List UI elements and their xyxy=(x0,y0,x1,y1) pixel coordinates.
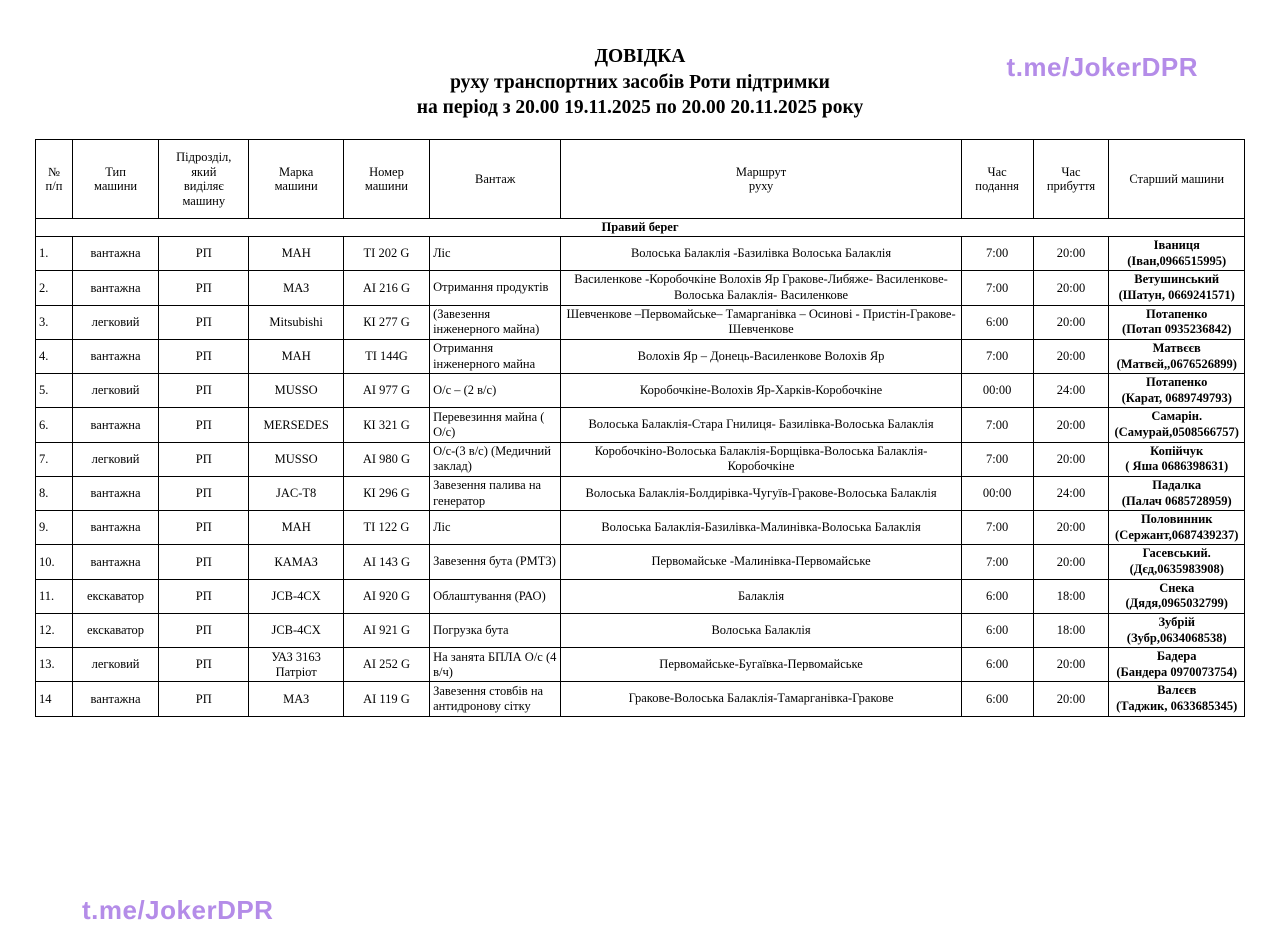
chief-callsign: (Палач 0685728959) xyxy=(1121,493,1232,508)
cell-arrive: 18:00 xyxy=(1033,613,1109,647)
header-route xyxy=(561,140,961,219)
cell-unit: РП xyxy=(159,305,249,339)
cell-brand: MAH xyxy=(249,339,343,373)
cell-number: АІ 977 G xyxy=(343,374,429,408)
cell-unit: РП xyxy=(159,237,249,271)
cell-depart: 00:00 xyxy=(961,476,1033,510)
cell-cargo: Отримання інженерного майна xyxy=(430,339,561,373)
cell-chief xyxy=(1109,271,1245,305)
cell-brand: МАЗ xyxy=(249,682,343,716)
table-row xyxy=(36,476,1245,510)
chief-name: Потапенко xyxy=(1146,306,1208,321)
chief-name: Ветушинський xyxy=(1134,272,1220,287)
cell-number: АІ 921 G xyxy=(343,613,429,647)
cell-unit: РП xyxy=(159,682,249,716)
header-num-line2: п/п xyxy=(45,179,63,194)
cell-brand: JCB-4CX xyxy=(249,579,343,613)
cell-number: КІ 296 G xyxy=(343,476,429,510)
cell-cargo: Завезення стовбів на антидронову сітку xyxy=(430,682,561,716)
cell-type: вантажна xyxy=(72,271,158,305)
cell-brand: JCB-4CX xyxy=(249,613,343,647)
chief-callsign: (Іван,0966515995) xyxy=(1127,253,1227,268)
cell-number: АІ 119 G xyxy=(343,682,429,716)
chief-name: Копійчук xyxy=(1150,443,1204,458)
cell-cargo: На занята БПЛА О/с (4 в/ч) xyxy=(430,648,561,682)
cell-brand: Mitsubishi xyxy=(249,305,343,339)
cell-arrive: 20:00 xyxy=(1033,271,1109,305)
cell-depart: 6:00 xyxy=(961,648,1033,682)
cell-route: Волоська Балаклія-Стара Гнилиця- Базилівка-Волоська Балаклія xyxy=(561,408,961,442)
cell-brand: MAH xyxy=(249,511,343,545)
header-depart-line1: Час xyxy=(987,164,1007,179)
cell-arrive: 20:00 xyxy=(1033,545,1109,579)
header-number-line1: Номер xyxy=(369,164,404,179)
chief-callsign: (Карат, 0689749793) xyxy=(1121,390,1232,405)
header-unit-line2: який xyxy=(191,164,217,179)
cell-num: 13. xyxy=(36,648,73,682)
cell-route: Балаклія xyxy=(561,579,961,613)
table-row xyxy=(36,545,1245,579)
cell-cargo: Облаштування (РАО) xyxy=(430,579,561,613)
header-route-line2: руху xyxy=(748,179,774,194)
cell-brand: MERSEDES xyxy=(249,408,343,442)
cell-arrive: 24:00 xyxy=(1033,374,1109,408)
header-type-line1: Тип xyxy=(105,164,126,179)
cell-num: 7. xyxy=(36,442,73,476)
cell-unit: РП xyxy=(159,545,249,579)
table-row xyxy=(36,613,1245,647)
cell-unit: РП xyxy=(159,511,249,545)
table-header-row xyxy=(36,140,1245,219)
cell-unit: РП xyxy=(159,442,249,476)
chief-name: Іваниця xyxy=(1153,238,1200,253)
cell-type: вантажна xyxy=(72,339,158,373)
header-cargo: Вантаж xyxy=(430,140,561,219)
title-line-1: ДОВІДКА xyxy=(594,46,686,67)
table-header xyxy=(36,140,1245,219)
chief-name: Падалка xyxy=(1152,477,1202,492)
table-row xyxy=(36,374,1245,408)
table-row xyxy=(36,579,1245,613)
cell-type: вантажна xyxy=(72,511,158,545)
cell-type: вантажна xyxy=(72,476,158,510)
cell-type: екскаватор xyxy=(72,579,158,613)
table-row xyxy=(36,408,1245,442)
cell-num: 3. xyxy=(36,305,73,339)
cell-cargo: О/с – (2 в/с) xyxy=(430,374,561,408)
cell-depart: 7:00 xyxy=(961,442,1033,476)
cell-type: легковий xyxy=(72,374,158,408)
cell-number: ТІ 144G xyxy=(343,339,429,373)
chief-callsign: (Таджик, 0633685345) xyxy=(1116,699,1238,714)
cell-brand: MUSSO xyxy=(249,374,343,408)
cell-brand: МАЗ xyxy=(249,271,343,305)
title-line-3: на період з 20.00 19.11.2025 по 20.00 20.11.2025 року xyxy=(416,97,864,119)
header-arrive-time xyxy=(1033,140,1109,219)
header-num xyxy=(36,140,73,219)
header-unit xyxy=(159,140,249,219)
cell-arrive: 20:00 xyxy=(1033,408,1109,442)
chief-callsign: (Матвєй,,0676526899) xyxy=(1116,356,1237,371)
cell-cargo: Ліс xyxy=(430,511,561,545)
cell-route: Волоська Балаклія xyxy=(561,613,961,647)
cell-route: Волоська Балаклія-Болдирівка-Чугуїв-Гракове-Волоська Балаклія xyxy=(561,476,961,510)
header-unit-line4: машину xyxy=(182,193,226,208)
cell-cargo: О/с-(3 в/с) (Медичний заклад) xyxy=(430,442,561,476)
cell-num: 4. xyxy=(36,339,73,373)
chief-name: Бадера xyxy=(1156,649,1197,664)
chief-callsign: (Зубр,0634068538) xyxy=(1126,630,1227,645)
chief-name: Валєєв xyxy=(1157,683,1197,698)
cell-depart: 6:00 xyxy=(961,613,1033,647)
vehicle-movement-table xyxy=(35,139,1245,717)
cell-unit: РП xyxy=(159,648,249,682)
cell-depart: 00:00 xyxy=(961,374,1033,408)
cell-unit: РП xyxy=(159,476,249,510)
header-depart-time xyxy=(961,140,1033,219)
table-row xyxy=(36,305,1245,339)
cell-route: Коробочкіне-Волохів Яр-Харків-Коробочкіне xyxy=(561,374,961,408)
cell-chief xyxy=(1109,374,1245,408)
cell-num: 10. xyxy=(36,545,73,579)
chief-callsign: (Бандера 0970073754) xyxy=(1116,664,1238,679)
cell-depart: 7:00 xyxy=(961,339,1033,373)
header-brand xyxy=(249,140,343,219)
cell-depart: 7:00 xyxy=(961,408,1033,442)
cell-num: 9. xyxy=(36,511,73,545)
cell-unit: РП xyxy=(159,339,249,373)
chief-callsign: (Сержант,0687439237) xyxy=(1115,527,1239,542)
header-route-line1: Маршрут xyxy=(735,164,787,179)
report-table-wrapper xyxy=(35,139,1245,717)
cell-chief xyxy=(1109,545,1245,579)
cell-cargo: Ліс xyxy=(430,237,561,271)
cell-num: 12. xyxy=(36,613,73,647)
cell-type: легковий xyxy=(72,648,158,682)
chief-name: Снека xyxy=(1159,580,1195,595)
header-type-line2: машини xyxy=(94,179,138,194)
chief-callsign: (Самурай,0508566757) xyxy=(1114,425,1239,440)
cell-depart: 6:00 xyxy=(961,682,1033,716)
cell-cargo: Перевезиння майна ( О/с) xyxy=(430,408,561,442)
cell-cargo: Погрузка бута xyxy=(430,613,561,647)
cell-number: ТІ 202 G xyxy=(343,237,429,271)
cell-chief xyxy=(1109,442,1245,476)
cell-arrive: 20:00 xyxy=(1033,237,1109,271)
cell-num: 2. xyxy=(36,271,73,305)
table-row xyxy=(36,511,1245,545)
chief-name: Половинник xyxy=(1140,512,1213,527)
cell-route: Василенкове -Коробочкіне Волохів Яр Гракове-Либяже- Василенкове-Волоська Балаклія- Василенкове xyxy=(561,271,961,305)
cell-type: екскаватор xyxy=(72,613,158,647)
cell-chief xyxy=(1109,682,1245,716)
cell-depart: 7:00 xyxy=(961,271,1033,305)
table-row xyxy=(36,682,1245,716)
header-brand-line1: Марка xyxy=(278,164,314,179)
cell-arrive: 24:00 xyxy=(1033,476,1109,510)
chief-callsign: (Шатун, 0669241571) xyxy=(1118,288,1235,303)
title-line-2: руху транспортних засобів Роти підтримки xyxy=(450,71,830,93)
cell-unit: РП xyxy=(159,408,249,442)
cell-type: легковий xyxy=(72,442,158,476)
cell-number: АІ 252 G xyxy=(343,648,429,682)
cell-cargo: (Завезення інженерного майна) xyxy=(430,305,561,339)
header-arrive-line1: Час xyxy=(1061,164,1081,179)
table-row xyxy=(36,339,1245,373)
cell-arrive: 20:00 xyxy=(1033,511,1109,545)
cell-cargo: Завезення палива на генератор xyxy=(430,476,561,510)
cell-route: Первомайське-Бугаївка-Первомайське xyxy=(561,648,961,682)
chief-name: Самарін. xyxy=(1151,409,1203,424)
cell-number: АІ 143 G xyxy=(343,545,429,579)
chief-name: Матвєєв xyxy=(1152,340,1201,355)
cell-number: АІ 216 G xyxy=(343,271,429,305)
header-unit-line1: Підрозділ, xyxy=(176,150,232,165)
cell-arrive: 18:00 xyxy=(1033,579,1109,613)
table-row xyxy=(36,271,1245,305)
cell-brand: КАМАЗ xyxy=(249,545,343,579)
header-num-line1: № xyxy=(48,164,60,179)
cell-depart: 7:00 xyxy=(961,511,1033,545)
cell-brand: MAH xyxy=(249,237,343,271)
cell-type: вантажна xyxy=(72,545,158,579)
header-arrive-line2: прибуття xyxy=(1046,179,1096,194)
header-unit-line3: виділяє xyxy=(183,179,224,194)
cell-number: ТІ 122 G xyxy=(343,511,429,545)
table-row xyxy=(36,648,1245,682)
cell-type: легковий xyxy=(72,305,158,339)
chief-callsign: (Дєд,0635983908) xyxy=(1129,562,1224,577)
table-row xyxy=(36,442,1245,476)
cell-unit: РП xyxy=(159,613,249,647)
watermark-bottom: t.me/JokerDPR xyxy=(82,895,274,925)
header-number xyxy=(343,140,429,219)
cell-number: АІ 920 G xyxy=(343,579,429,613)
chief-callsign: (Дядя,0965032799) xyxy=(1125,596,1228,611)
cell-number: КІ 321 G xyxy=(343,408,429,442)
cell-number: АІ 980 G xyxy=(343,442,429,476)
cell-chief xyxy=(1109,648,1245,682)
table-row xyxy=(36,237,1245,271)
cell-chief xyxy=(1109,339,1245,373)
cell-chief xyxy=(1109,408,1245,442)
cell-chief xyxy=(1109,237,1245,271)
watermark-top: t.me/JokerDPR xyxy=(1006,52,1198,82)
cell-num: 6. xyxy=(36,408,73,442)
cell-brand: MUSSO xyxy=(249,442,343,476)
chief-callsign: ( Яша 0686398631) xyxy=(1125,459,1229,474)
cell-chief xyxy=(1109,476,1245,510)
cell-route: Волохів Яр – Донець-Василенкове Волохів Яр xyxy=(561,339,961,373)
cell-num: 14 xyxy=(36,682,73,716)
section-header-row xyxy=(36,219,1245,237)
cell-num: 11. xyxy=(36,579,73,613)
header-type xyxy=(72,140,158,219)
cell-chief xyxy=(1109,305,1245,339)
cell-type: вантажна xyxy=(72,408,158,442)
cell-route: Волоська Балаклія -Базилівка Волоська Балаклія xyxy=(561,237,961,271)
cell-arrive: 20:00 xyxy=(1033,442,1109,476)
cell-depart: 7:00 xyxy=(961,237,1033,271)
cell-route: Гракове-Волоська Балаклія-Тамарганівка-Гракове xyxy=(561,682,961,716)
cell-chief xyxy=(1109,613,1245,647)
table-body xyxy=(36,219,1245,717)
cell-chief xyxy=(1109,579,1245,613)
cell-type: вантажна xyxy=(72,682,158,716)
cell-num: 5. xyxy=(36,374,73,408)
cell-route: Первомайське -Малинівка-Первомайське xyxy=(561,545,961,579)
cell-arrive: 20:00 xyxy=(1033,682,1109,716)
section-label: Правий берег xyxy=(36,219,1245,237)
cell-cargo: Завезення бута (РМТЗ) xyxy=(430,545,561,579)
header-chief: Старший машини xyxy=(1109,140,1245,219)
cell-depart: 7:00 xyxy=(961,545,1033,579)
cell-number: КІ 277 G xyxy=(343,305,429,339)
cell-depart: 6:00 xyxy=(961,305,1033,339)
cell-route: Шевченкове –Первомайське– Тамарганівка – Осинові - Пристін-Гракове- Шевченкове xyxy=(561,305,961,339)
cell-num: 8. xyxy=(36,476,73,510)
cell-route: Коробочкіно-Волоська Балаклія-Борщівка-Волоська Балаклія-Коробочкіне xyxy=(561,442,961,476)
cell-route: Волоська Балаклія-Базилівка-Малинівка-Волоська Балаклія xyxy=(561,511,961,545)
chief-name: Гасевський. xyxy=(1142,546,1211,561)
header-number-line2: машини xyxy=(364,179,408,194)
cell-brand: УАЗ 3163 Патріот xyxy=(249,648,343,682)
chief-name: Зубрій xyxy=(1158,614,1195,629)
cell-brand: JAC-T8 xyxy=(249,476,343,510)
cell-unit: РП xyxy=(159,374,249,408)
cell-arrive: 20:00 xyxy=(1033,648,1109,682)
cell-unit: РП xyxy=(159,271,249,305)
chief-callsign: (Потап 0935236842) xyxy=(1122,322,1232,337)
cell-arrive: 20:00 xyxy=(1033,339,1109,373)
cell-chief xyxy=(1109,511,1245,545)
header-brand-line2: машини xyxy=(274,179,318,194)
cell-type: вантажна xyxy=(72,237,158,271)
cell-num: 1. xyxy=(36,237,73,271)
header-depart-line2: подання xyxy=(975,179,1019,194)
cell-cargo: Отримання продуктів xyxy=(430,271,561,305)
chief-name: Потапенко xyxy=(1146,375,1208,390)
cell-arrive: 20:00 xyxy=(1033,305,1109,339)
cell-depart: 6:00 xyxy=(961,579,1033,613)
cell-unit: РП xyxy=(159,579,249,613)
